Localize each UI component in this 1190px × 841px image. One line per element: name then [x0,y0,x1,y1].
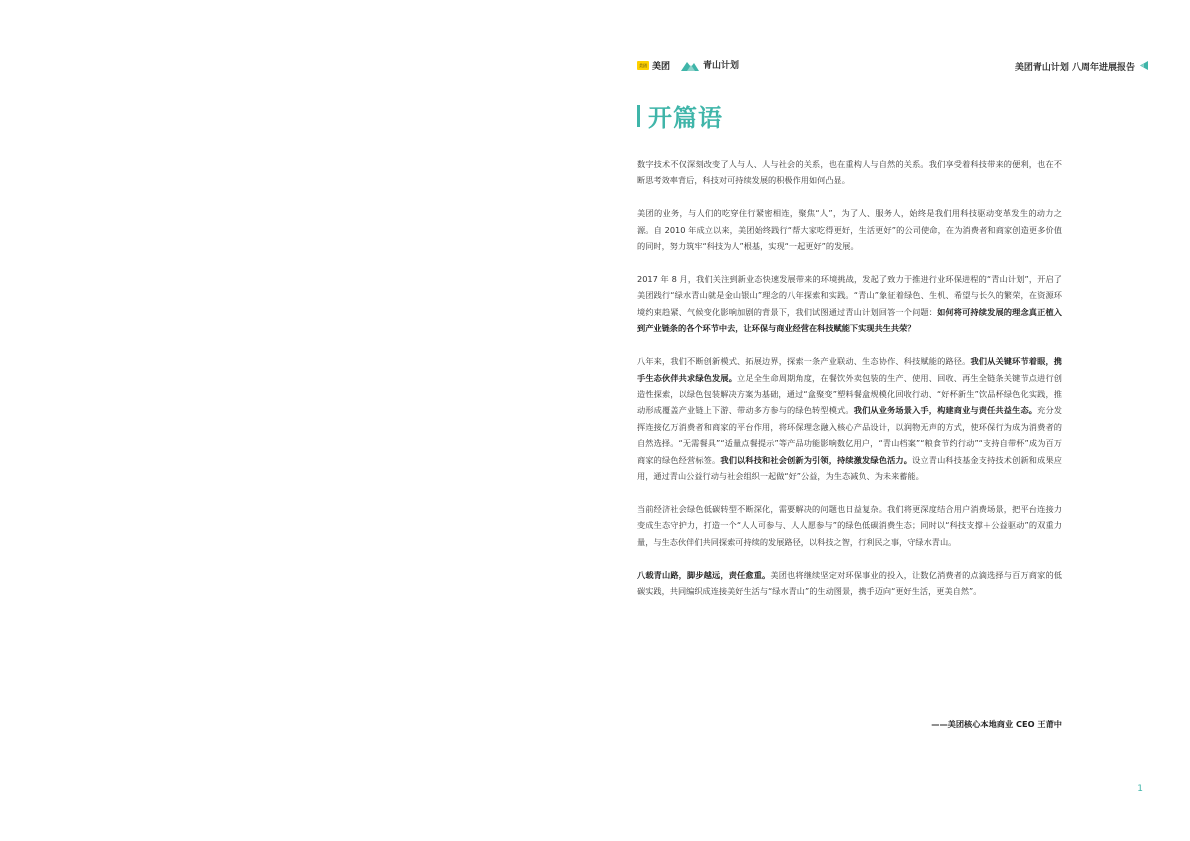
page-title-text: 开篇语 [648,104,723,132]
report-title: 美团青山计划 八周年进展报告 [1014,63,1135,73]
meituan-logo [637,59,670,72]
mountain-icon [681,59,699,71]
paragraph [637,271,1062,337]
paragraph [637,501,1062,550]
signature: ——美团核心本地商业 CEO 王莆中 [931,719,1062,729]
paragraph [637,205,1062,254]
paragraph [637,156,1062,189]
bold-text: 我们以科技和社会创新为引领，持续激发绿色活力。 [720,454,913,465]
text-segment: 八年来，我们不断创新模式、拓展边界，探索一条产业联动、生态协作、科技赋能的路径。 [637,356,971,367]
text-segment: 美团的业务，与人们的吃穿住行紧密相连，聚焦“人”，为了人、服务人，始终是我们用科技驱动变革发生的动力之源。自 2010 年成立以来，美团始终践行“帮大家吃得更好，生活更好”的公司使命，在为消费者和商家创造更多价值的同时，努力筑牢“科技为人”根基，实现“一起更好”的发展。 [637,208,1062,252]
bold-text: 我们从关键环节着眼，携手生态伙伴共求绿色发展。 [637,356,1062,383]
qingshan-logo [681,58,739,71]
text-segment: 立足全生命周期角度，在餐饮外卖包装的生产、使用、回收、再生全链条关键节点进行创造性探索，以绿色包装解决方案为基础，通过“盒聚变”塑料餐盒规模化回收行动、“好杯新生”饮品杯绿色化实践，推动形成覆盖产业链上下游、带动多方参与的绿色转型模式。 [637,372,1062,416]
paragraph [637,353,1062,484]
page-number: 1 [1137,784,1143,794]
page-header [637,58,1149,74]
text-segment: 数字技术不仅深刻改变了人与人、人与社会的关系，也在重构人与自然的关系。我们享受着科技带来的便利，也在不断思考效率背后，科技对可持续发展的积极作用如何凸显。 [637,159,1062,186]
arrow-left-icon [1138,60,1149,71]
meituan-badge-icon: 美团 [639,63,647,68]
page-title [637,98,723,133]
text-segment: 2017 年 8 月，我们关注到新业态快速发展带来的环境挑战，发起了致力于推进行业环保进程的“青山计划”，开启了美团践行“绿水青山就是金山银山”理念的八年探索和实践。“青山”象征着绿色、生机、希望与长久的繁荣，在资源环境约束趋紧、气候变化影响加剧的背景下，我们试图通过青山计划回答一个问题： [637,274,1062,317]
paragraph [637,567,1062,600]
meituan-name: 美团 [652,62,671,72]
text-segment: 美团也将继续坚定对环保事业的投入，让数亿消费者的点滴选择与百万商家的低碳实践，共同编织成连接美好生活与“绿水青山”的生动图景，携手迈向“更好生活，更美自然”。 [637,569,1062,597]
text-segment: 充分发挥连接亿万消费者和商家的平台作用，将环保理念融入核心产品设计，以润物无声的方式，使环保行为成为消费者的自然选择。“无需餐具”“适量点餐提示”等产品功能影响数亿用户，“青山档案”“粮食节约行动”“支持自带杯”成为百万商家的绿色经营标签。 [637,405,1062,465]
bold-text: 八载青山路，脚步越远，责任愈重。 [637,569,771,580]
qingshan-name: 青山计划 [703,61,740,71]
text-segment: 设立青山科技基金支持技术创新和成果应用，通过青山公益行动与社会组织一起做“好”公益，为生态减负、为未来蓄能。 [637,454,1062,481]
title-accent-bar [637,105,640,127]
text-segment: 当前经济社会绿色低碳转型不断深化，需要解决的问题也日益复杂。我们将更深度结合用户消费场景，把平台连接力变成生态守护力，打造一个“人人可参与、人人愿参与”的绿色低碳消费生态；同时以“科技支撑＋公益驱动”的双重力量，与生态伙伴们共同探索可持续的发展路径，以科技之智，行利民之事，守绿水青山。 [637,503,1062,547]
bold-text: 如何将可持续发展的理念真正植入到产业链条的各个环节中去，让环保与商业经营在科技赋能下实现共生共荣？ [637,306,1062,334]
body-text [637,156,1062,616]
bold-text: 我们从业务场景入手，构建商业与责任共益生态。 [853,405,1038,416]
